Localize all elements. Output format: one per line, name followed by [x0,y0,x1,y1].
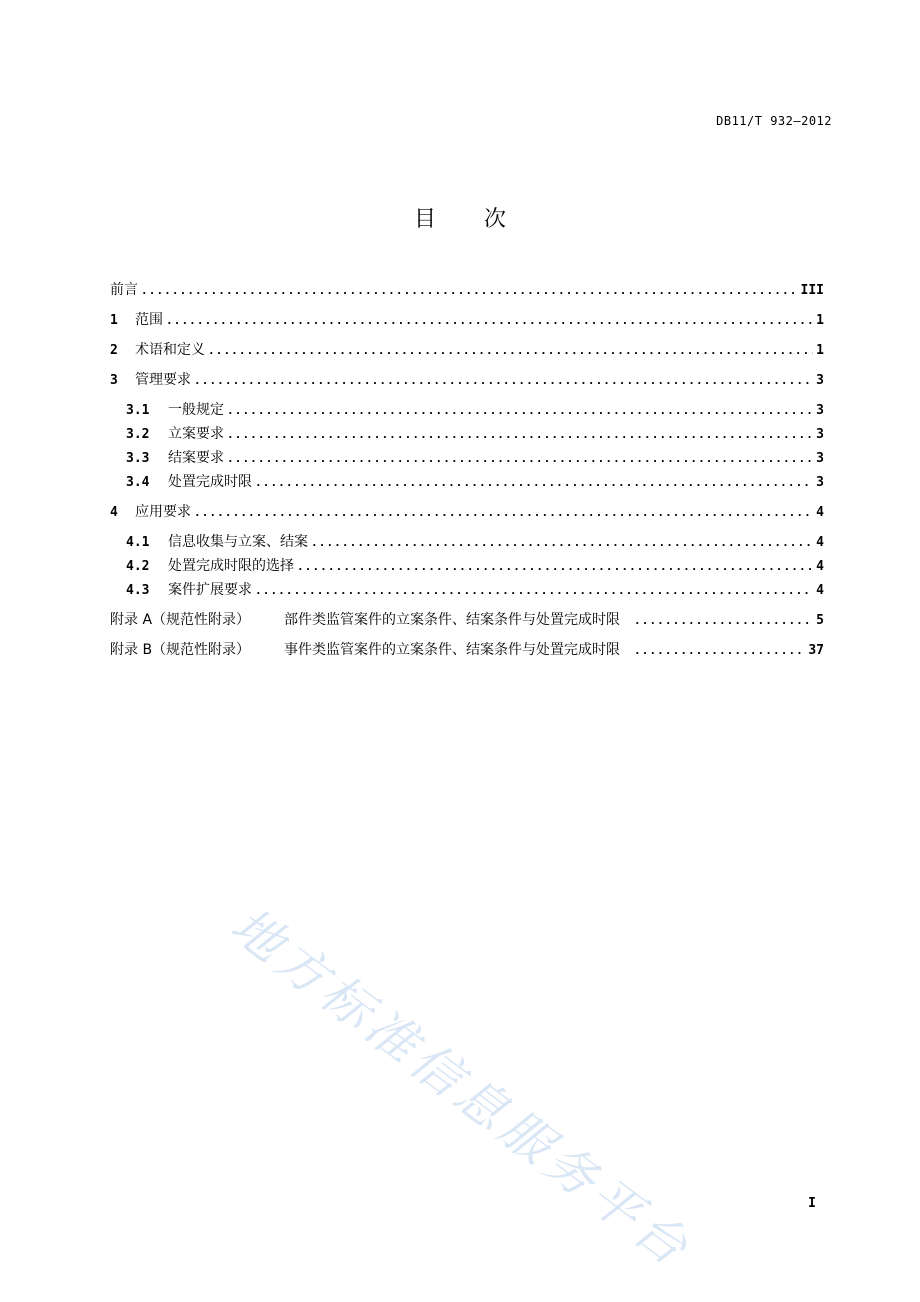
toc-appendix-prefix: 附录 A（规范性附录） [110,612,251,628]
toc-entry-2[interactable] [110,340,824,360]
toc-entry-3-2[interactable] [126,424,824,444]
toc-entry-preface[interactable] [110,280,824,300]
toc-label: 处置完成时限的选择 [168,558,294,574]
toc-entry-3-1[interactable] [126,400,824,420]
toc-number: 4.2 [126,559,150,574]
toc-leader [297,557,813,577]
toc-label: 范围 [135,312,163,328]
toc-label: 应用要求 [135,504,191,520]
toc-entry-appendix-b[interactable] [110,640,824,660]
toc-entry-4-2[interactable] [126,556,824,576]
toc-leader [227,449,813,469]
toc-page: 3 [816,427,824,442]
toc-number: 3.4 [126,475,150,490]
toc-label: 一般规定 [168,402,224,418]
toc-label: 术语和定义 [135,342,205,358]
toc-entry-3[interactable] [110,370,824,390]
toc-leader [227,401,813,421]
toc-leader [311,533,813,553]
toc-entry-appendix-a[interactable] [110,610,824,630]
toc-leader [255,473,813,493]
toc-leader [166,311,813,331]
toc-page: 3 [816,403,824,418]
toc-entry-4-3[interactable] [126,580,824,600]
toc-page: 3 [816,475,824,490]
toc-page: 5 [816,613,824,628]
toc-number: 3 [110,373,118,388]
toc-leader [255,581,813,601]
toc-entry-4[interactable] [110,502,824,522]
toc-label: 案件扩展要求 [168,582,252,598]
footer-page-number: I [808,1196,816,1211]
toc-number: 3.2 [126,427,150,442]
toc-number: 3.3 [126,451,150,466]
watermark: 地方标准信息服务平台 [220,896,703,1280]
toc-page: 37 [808,643,824,658]
toc-page: III [800,283,824,298]
toc-leader [634,611,813,631]
toc-entry-1[interactable] [110,310,824,330]
toc-page: 1 [816,343,824,358]
toc-page: 4 [816,559,824,574]
toc-page: 4 [816,505,824,520]
toc-leader [194,371,813,391]
toc-page: 3 [816,451,824,466]
toc-number: 1 [110,313,118,328]
toc-number: 3.1 [126,403,150,418]
toc-appendix-prefix: 附录 B（规范性附录） [110,642,251,658]
toc-page: 4 [816,535,824,550]
toc-entry-4-1[interactable] [126,532,824,552]
toc-label: 立案要求 [168,426,224,442]
toc-leader [194,503,813,523]
toc-number: 4.3 [126,583,150,598]
toc-leader [208,341,813,361]
toc-number: 2 [110,343,118,358]
toc-label: 处置完成时限 [168,474,252,490]
toc-label: 事件类监管案件的立案条件、结案条件与处置完成时限 [284,642,620,658]
toc-label: 信息收集与立案、结案 [168,534,308,550]
toc-label: 管理要求 [135,372,191,388]
toc-label: 部件类监管案件的立案条件、结案条件与处置完成时限 [284,612,620,628]
toc-entry-3-3[interactable] [126,448,824,468]
toc-leader [227,425,813,445]
toc-leader [141,281,798,301]
toc-page: 4 [816,583,824,598]
toc-label: 结案要求 [168,450,224,466]
toc-number: 4.1 [126,535,150,550]
document-code: DB11/T 932—2012 [716,114,832,128]
toc-label: 前言 [110,282,138,298]
toc-title: 目次 [413,207,554,232]
toc-number: 4 [110,505,118,520]
toc-page: 3 [816,373,824,388]
toc-page: 1 [816,313,824,328]
toc-entry-3-4[interactable] [126,472,824,492]
toc-leader [634,641,805,661]
